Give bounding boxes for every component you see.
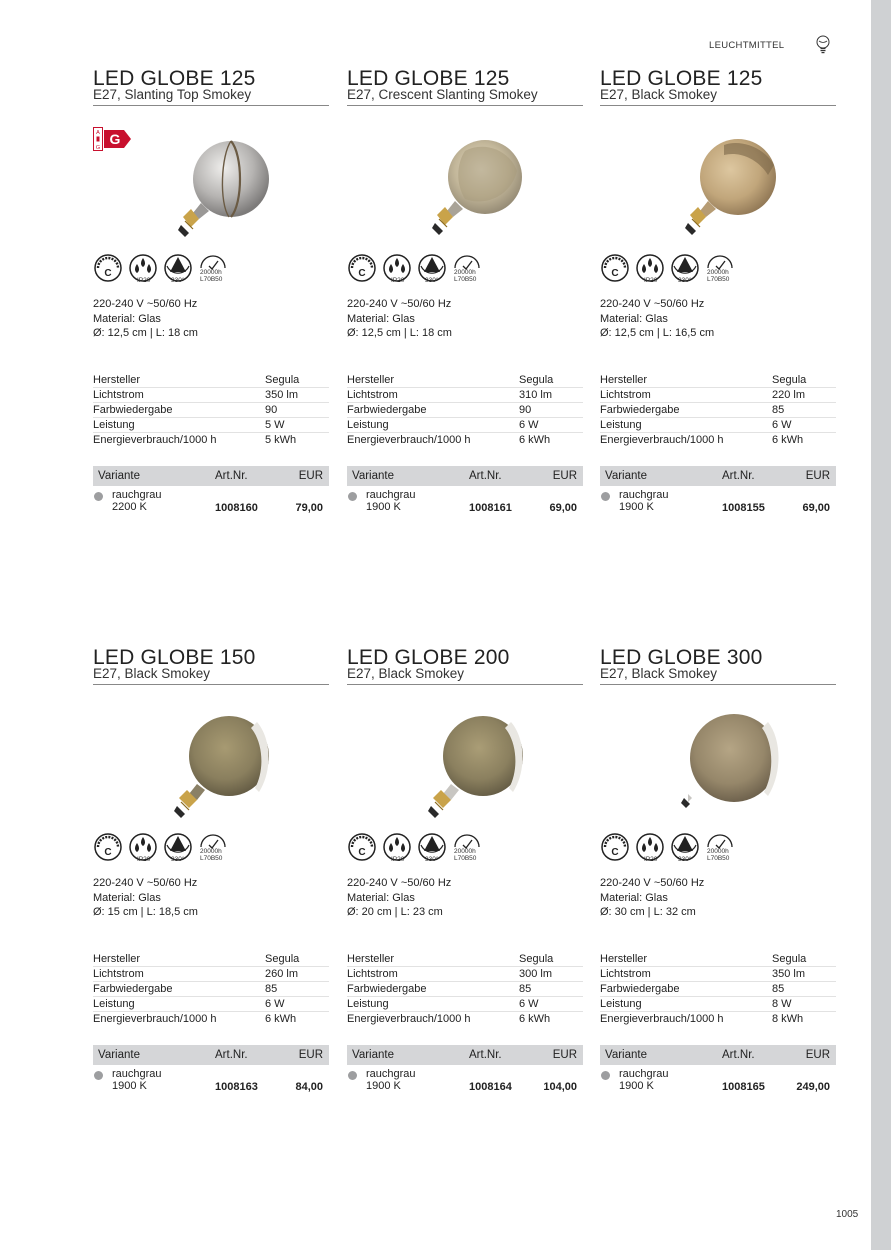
eur-header: EUR xyxy=(552,1049,577,1061)
beam-angle-label: 330° xyxy=(678,277,692,284)
prop-key: Energieverbrauch/1000 h xyxy=(347,434,471,446)
prop-value: 6 kWh xyxy=(519,1013,551,1025)
product-image xyxy=(171,714,277,820)
article-number: 1008165 xyxy=(722,1081,765,1093)
article-number: 1008163 xyxy=(215,1081,258,1093)
spec-block xyxy=(93,297,198,341)
prop-value: 5 W xyxy=(265,419,285,431)
art-header: Art.Nr. xyxy=(215,470,248,482)
prop-value: 220 lm xyxy=(772,389,806,401)
prop-key: Hersteller xyxy=(347,953,395,965)
product-title: LED GLOBE 200 xyxy=(347,646,510,669)
lifetime-rating-label: L70B50 xyxy=(200,855,223,862)
dimensions: Ø: 12,5 cm | L: 18 cm xyxy=(93,327,198,339)
prop-value: 310 lm xyxy=(519,389,553,401)
prop-value: Segula xyxy=(265,953,300,965)
prop-key: Hersteller xyxy=(347,374,395,386)
prop-value: 6 W xyxy=(519,998,539,1010)
prop-key: Lichtstrom xyxy=(600,389,651,401)
svg-text:G: G xyxy=(95,145,101,151)
properties-table xyxy=(93,373,329,447)
prop-row xyxy=(93,997,329,1012)
section-label: LEUCHTMITTEL xyxy=(709,40,785,51)
product-title: LED GLOBE 125 xyxy=(347,67,510,90)
svg-text:C: C xyxy=(358,268,366,279)
variant-header: Variante xyxy=(605,1049,647,1061)
svg-text:C: C xyxy=(104,847,112,858)
eur-header: EUR xyxy=(805,470,830,482)
product-image xyxy=(171,135,277,241)
prop-key: Farbwiedergabe xyxy=(600,404,680,416)
prop-row xyxy=(93,373,329,388)
lifetime-rating-label: L70B50 xyxy=(707,276,730,283)
title-divider xyxy=(93,105,329,106)
article-number: 1008161 xyxy=(469,502,512,514)
energy-label-icon xyxy=(93,127,133,151)
beam-angle-label: 330° xyxy=(171,277,185,284)
prop-key: Farbwiedergabe xyxy=(347,983,427,995)
ip-rating-label: IP20 xyxy=(137,856,151,863)
prop-row xyxy=(347,1012,583,1026)
prop-value: 90 xyxy=(519,404,532,416)
variant-temperature: 1900 K xyxy=(112,1080,147,1092)
prop-row xyxy=(600,982,836,997)
article-number: 1008160 xyxy=(215,502,258,514)
eur-header: EUR xyxy=(552,470,577,482)
art-header: Art.Nr. xyxy=(215,1049,248,1061)
prop-row xyxy=(600,967,836,982)
color-swatch xyxy=(348,492,357,501)
prop-key: Farbwiedergabe xyxy=(347,404,427,416)
feature-icons xyxy=(600,253,740,285)
prop-row xyxy=(93,982,329,997)
prop-key: Farbwiedergabe xyxy=(93,983,173,995)
variant-temperature: 1900 K xyxy=(366,501,401,513)
prop-value: 5 kWh xyxy=(265,434,297,446)
dimensions: Ø: 15 cm | L: 18,5 cm xyxy=(93,906,198,918)
title-divider xyxy=(347,684,583,685)
prop-row xyxy=(347,967,583,982)
side-bar xyxy=(871,0,891,1250)
dimensions: Ø: 12,5 cm | L: 18 cm xyxy=(347,327,452,339)
prop-row xyxy=(347,433,583,447)
product-subtitle: E27, Black Smokey xyxy=(347,666,465,681)
lifetime-hours-label: 20000h xyxy=(200,269,222,276)
prop-value: 8 kWh xyxy=(772,1013,804,1025)
spec-block xyxy=(600,297,714,341)
prop-value: Segula xyxy=(519,374,554,386)
color-swatch xyxy=(601,1071,610,1080)
dimmable-icon xyxy=(347,253,377,283)
prop-key: Lichtstrom xyxy=(600,968,651,980)
product-title: LED GLOBE 150 xyxy=(93,646,256,669)
dimmable-icon xyxy=(600,253,630,283)
prop-key: Energieverbrauch/1000 h xyxy=(347,1013,471,1025)
material: Material: Glas xyxy=(93,312,161,325)
prop-row xyxy=(93,967,329,982)
prop-value: 350 lm xyxy=(265,389,299,401)
dimensions: Ø: 20 cm | L: 23 cm xyxy=(347,906,443,918)
voltage: 220-240 V ~50/60 Hz xyxy=(93,877,198,889)
prop-row xyxy=(600,418,836,433)
prop-row xyxy=(93,433,329,447)
prop-key: Energieverbrauch/1000 h xyxy=(93,434,217,446)
variant-color: rauchgrau xyxy=(112,1068,162,1080)
ip-rating-label: IP20 xyxy=(644,856,658,863)
feature-icons xyxy=(600,832,740,864)
lifetime-hours-label: 20000h xyxy=(454,269,476,276)
eur-header: EUR xyxy=(298,1049,323,1061)
spec-block xyxy=(93,876,198,920)
lifetime-rating-label: L70B50 xyxy=(454,276,477,283)
prop-row xyxy=(600,388,836,403)
lifetime-hours-label: 20000h xyxy=(707,269,729,276)
prop-value: Segula xyxy=(265,374,300,386)
product-image xyxy=(425,135,531,241)
product-card xyxy=(93,69,329,549)
beam-angle-label: 330° xyxy=(171,856,185,863)
product-subtitle: E27, Black Smokey xyxy=(600,666,718,681)
page-number: 1005 xyxy=(836,1209,859,1220)
variant-header: Variante xyxy=(98,470,140,482)
product-title: LED GLOBE 125 xyxy=(93,67,256,90)
product-image xyxy=(678,714,784,820)
properties-table xyxy=(93,952,329,1026)
product-card xyxy=(93,648,329,1128)
title-divider xyxy=(600,684,836,685)
product-subtitle: E27, Black Smokey xyxy=(600,87,718,102)
prop-value: 6 W xyxy=(772,419,792,431)
material: Material: Glas xyxy=(600,891,668,904)
ip-rating-label: IP20 xyxy=(391,856,405,863)
variant-color: rauchgrau xyxy=(619,489,669,501)
title-divider xyxy=(600,105,836,106)
beam-angle-label: 330° xyxy=(425,277,439,284)
prop-key: Energieverbrauch/1000 h xyxy=(600,434,724,446)
prop-value: 6 kWh xyxy=(265,1013,297,1025)
prop-value: Segula xyxy=(772,374,807,386)
ip-rating-label: IP20 xyxy=(644,277,658,284)
prop-key: Leistung xyxy=(347,419,389,431)
color-swatch xyxy=(94,492,103,501)
voltage: 220-240 V ~50/60 Hz xyxy=(93,298,198,310)
dimmable-icon xyxy=(347,832,377,862)
prop-row xyxy=(347,403,583,418)
color-swatch xyxy=(348,1071,357,1080)
article-number: 1008155 xyxy=(722,502,765,514)
properties-table xyxy=(600,952,836,1026)
color-swatch xyxy=(94,1071,103,1080)
material: Material: Glas xyxy=(600,312,668,325)
prop-value: 6 W xyxy=(519,419,539,431)
prop-value: 85 xyxy=(772,404,785,416)
color-swatch xyxy=(601,492,610,501)
variant-header: Variante xyxy=(98,1049,140,1061)
prop-key: Energieverbrauch/1000 h xyxy=(600,1013,724,1025)
prop-key: Lichtstrom xyxy=(347,389,398,401)
dimensions: Ø: 12,5 cm | L: 16,5 cm xyxy=(600,327,715,339)
material: Material: Glas xyxy=(347,312,415,325)
voltage: 220-240 V ~50/60 Hz xyxy=(600,877,705,889)
prop-row xyxy=(600,997,836,1012)
prop-row xyxy=(600,433,836,447)
prop-row xyxy=(93,952,329,967)
variant-table-header xyxy=(93,466,329,486)
prop-value: 6 kWh xyxy=(772,434,804,446)
price: 79,00 xyxy=(295,502,323,514)
prop-row xyxy=(347,982,583,997)
properties-table xyxy=(347,373,583,447)
article-number: 1008164 xyxy=(469,1081,512,1093)
price: 69,00 xyxy=(549,502,577,514)
prop-key: Hersteller xyxy=(600,374,648,386)
voltage: 220-240 V ~50/60 Hz xyxy=(347,877,452,889)
variant-header: Variante xyxy=(352,1049,394,1061)
variant-temperature: 1900 K xyxy=(619,1080,654,1092)
prop-key: Farbwiedergabe xyxy=(93,404,173,416)
product-subtitle: E27, Crescent Slanting Smokey xyxy=(347,87,538,102)
prop-value: 85 xyxy=(265,983,278,995)
prop-row xyxy=(93,1012,329,1026)
material: Material: Glas xyxy=(93,891,161,904)
title-divider xyxy=(347,105,583,106)
dimmable-icon xyxy=(93,832,123,862)
art-header: Art.Nr. xyxy=(722,1049,755,1061)
prop-row xyxy=(600,403,836,418)
price: 249,00 xyxy=(796,1081,830,1093)
dimmable-icon xyxy=(93,253,123,283)
prop-row xyxy=(93,418,329,433)
variant-temperature: 2200 K xyxy=(112,501,147,513)
lifetime-rating-label: L70B50 xyxy=(200,276,223,283)
art-header: Art.Nr. xyxy=(722,470,755,482)
product-subtitle: E27, Slanting Top Smokey xyxy=(93,87,252,102)
product-card xyxy=(347,69,583,549)
variant-table-header xyxy=(600,466,836,486)
prop-key: Hersteller xyxy=(93,953,141,965)
dimmable-icon xyxy=(600,832,630,862)
prop-value: Segula xyxy=(519,953,554,965)
prop-value: 6 W xyxy=(265,998,285,1010)
prop-key: Farbwiedergabe xyxy=(600,983,680,995)
variant-header: Variante xyxy=(352,470,394,482)
prop-row xyxy=(600,952,836,967)
title-divider xyxy=(93,684,329,685)
variant-header: Variante xyxy=(605,470,647,482)
prop-value: 85 xyxy=(519,983,532,995)
prop-key: Leistung xyxy=(347,998,389,1010)
prop-value: 85 xyxy=(772,983,785,995)
beam-angle-label: 330° xyxy=(425,856,439,863)
prop-key: Leistung xyxy=(600,419,642,431)
price: 69,00 xyxy=(802,502,830,514)
lifetime-hours-label: 20000h xyxy=(454,848,476,855)
prop-key: Lichtstrom xyxy=(93,389,144,401)
lifetime-hours-label: 20000h xyxy=(707,848,729,855)
prop-key: Leistung xyxy=(600,998,642,1010)
product-card xyxy=(600,648,836,1128)
prop-value: 8 W xyxy=(772,998,792,1010)
prop-row xyxy=(600,373,836,388)
dimensions: Ø: 30 cm | L: 32 cm xyxy=(600,906,696,918)
material: Material: Glas xyxy=(347,891,415,904)
prop-row xyxy=(93,388,329,403)
prop-row xyxy=(347,418,583,433)
prop-row xyxy=(347,952,583,967)
spec-block xyxy=(347,297,452,341)
product-image xyxy=(425,714,531,820)
variant-table-header xyxy=(347,466,583,486)
product-title: LED GLOBE 300 xyxy=(600,646,763,669)
svg-text:C: C xyxy=(358,847,366,858)
feature-icons xyxy=(347,832,487,864)
voltage: 220-240 V ~50/60 Hz xyxy=(600,298,705,310)
product-card xyxy=(347,648,583,1128)
variant-color: rauchgrau xyxy=(112,489,162,501)
feature-icons xyxy=(347,253,487,285)
prop-value: 260 lm xyxy=(265,968,299,980)
prop-key: Leistung xyxy=(93,419,135,431)
prop-row xyxy=(347,997,583,1012)
eur-header: EUR xyxy=(298,470,323,482)
svg-text:G: G xyxy=(109,131,121,147)
product-card xyxy=(600,69,836,549)
prop-key: Lichtstrom xyxy=(347,968,398,980)
variant-color: rauchgrau xyxy=(366,489,416,501)
art-header: Art.Nr. xyxy=(469,1049,502,1061)
properties-table xyxy=(600,373,836,447)
product-title: LED GLOBE 125 xyxy=(600,67,763,90)
price: 104,00 xyxy=(543,1081,577,1093)
lifetime-rating-label: L70B50 xyxy=(707,855,730,862)
prop-row xyxy=(93,403,329,418)
spec-block xyxy=(600,876,704,920)
voltage: 220-240 V ~50/60 Hz xyxy=(347,298,452,310)
prop-key: Hersteller xyxy=(600,953,648,965)
ip-rating-label: IP20 xyxy=(391,277,405,284)
prop-key: Energieverbrauch/1000 h xyxy=(93,1013,217,1025)
ip-rating-label: IP20 xyxy=(137,277,151,284)
prop-row xyxy=(600,1012,836,1026)
prop-key: Leistung xyxy=(93,998,135,1010)
prop-value: 350 lm xyxy=(772,968,806,980)
eur-header: EUR xyxy=(805,1049,830,1061)
variant-table-header xyxy=(93,1045,329,1065)
feature-icons xyxy=(93,832,233,864)
properties-table xyxy=(347,952,583,1026)
prop-value: 6 kWh xyxy=(519,434,551,446)
beam-angle-label: 330° xyxy=(678,856,692,863)
variant-table-header xyxy=(347,1045,583,1065)
svg-text:A: A xyxy=(96,130,100,136)
svg-text:C: C xyxy=(104,268,112,279)
price: 84,00 xyxy=(295,1081,323,1093)
variant-temperature: 1900 K xyxy=(366,1080,401,1092)
feature-icons xyxy=(93,253,233,285)
prop-value: 90 xyxy=(265,404,278,416)
prop-value: 300 lm xyxy=(519,968,553,980)
variant-table-header xyxy=(600,1045,836,1065)
prop-key: Hersteller xyxy=(93,374,141,386)
lifetime-hours-label: 20000h xyxy=(200,848,222,855)
prop-value: Segula xyxy=(772,953,807,965)
bulb-logo-icon xyxy=(815,35,831,55)
product-image xyxy=(678,135,784,241)
product-subtitle: E27, Black Smokey xyxy=(93,666,211,681)
art-header: Art.Nr. xyxy=(469,470,502,482)
variant-temperature: 1900 K xyxy=(619,501,654,513)
prop-key: Lichtstrom xyxy=(93,968,144,980)
variant-color: rauchgrau xyxy=(619,1068,669,1080)
spec-block xyxy=(347,876,451,920)
svg-text:C: C xyxy=(611,847,619,858)
svg-text:C: C xyxy=(611,268,619,279)
prop-row xyxy=(347,373,583,388)
lifetime-rating-label: L70B50 xyxy=(454,855,477,862)
variant-color: rauchgrau xyxy=(366,1068,416,1080)
prop-row xyxy=(347,388,583,403)
